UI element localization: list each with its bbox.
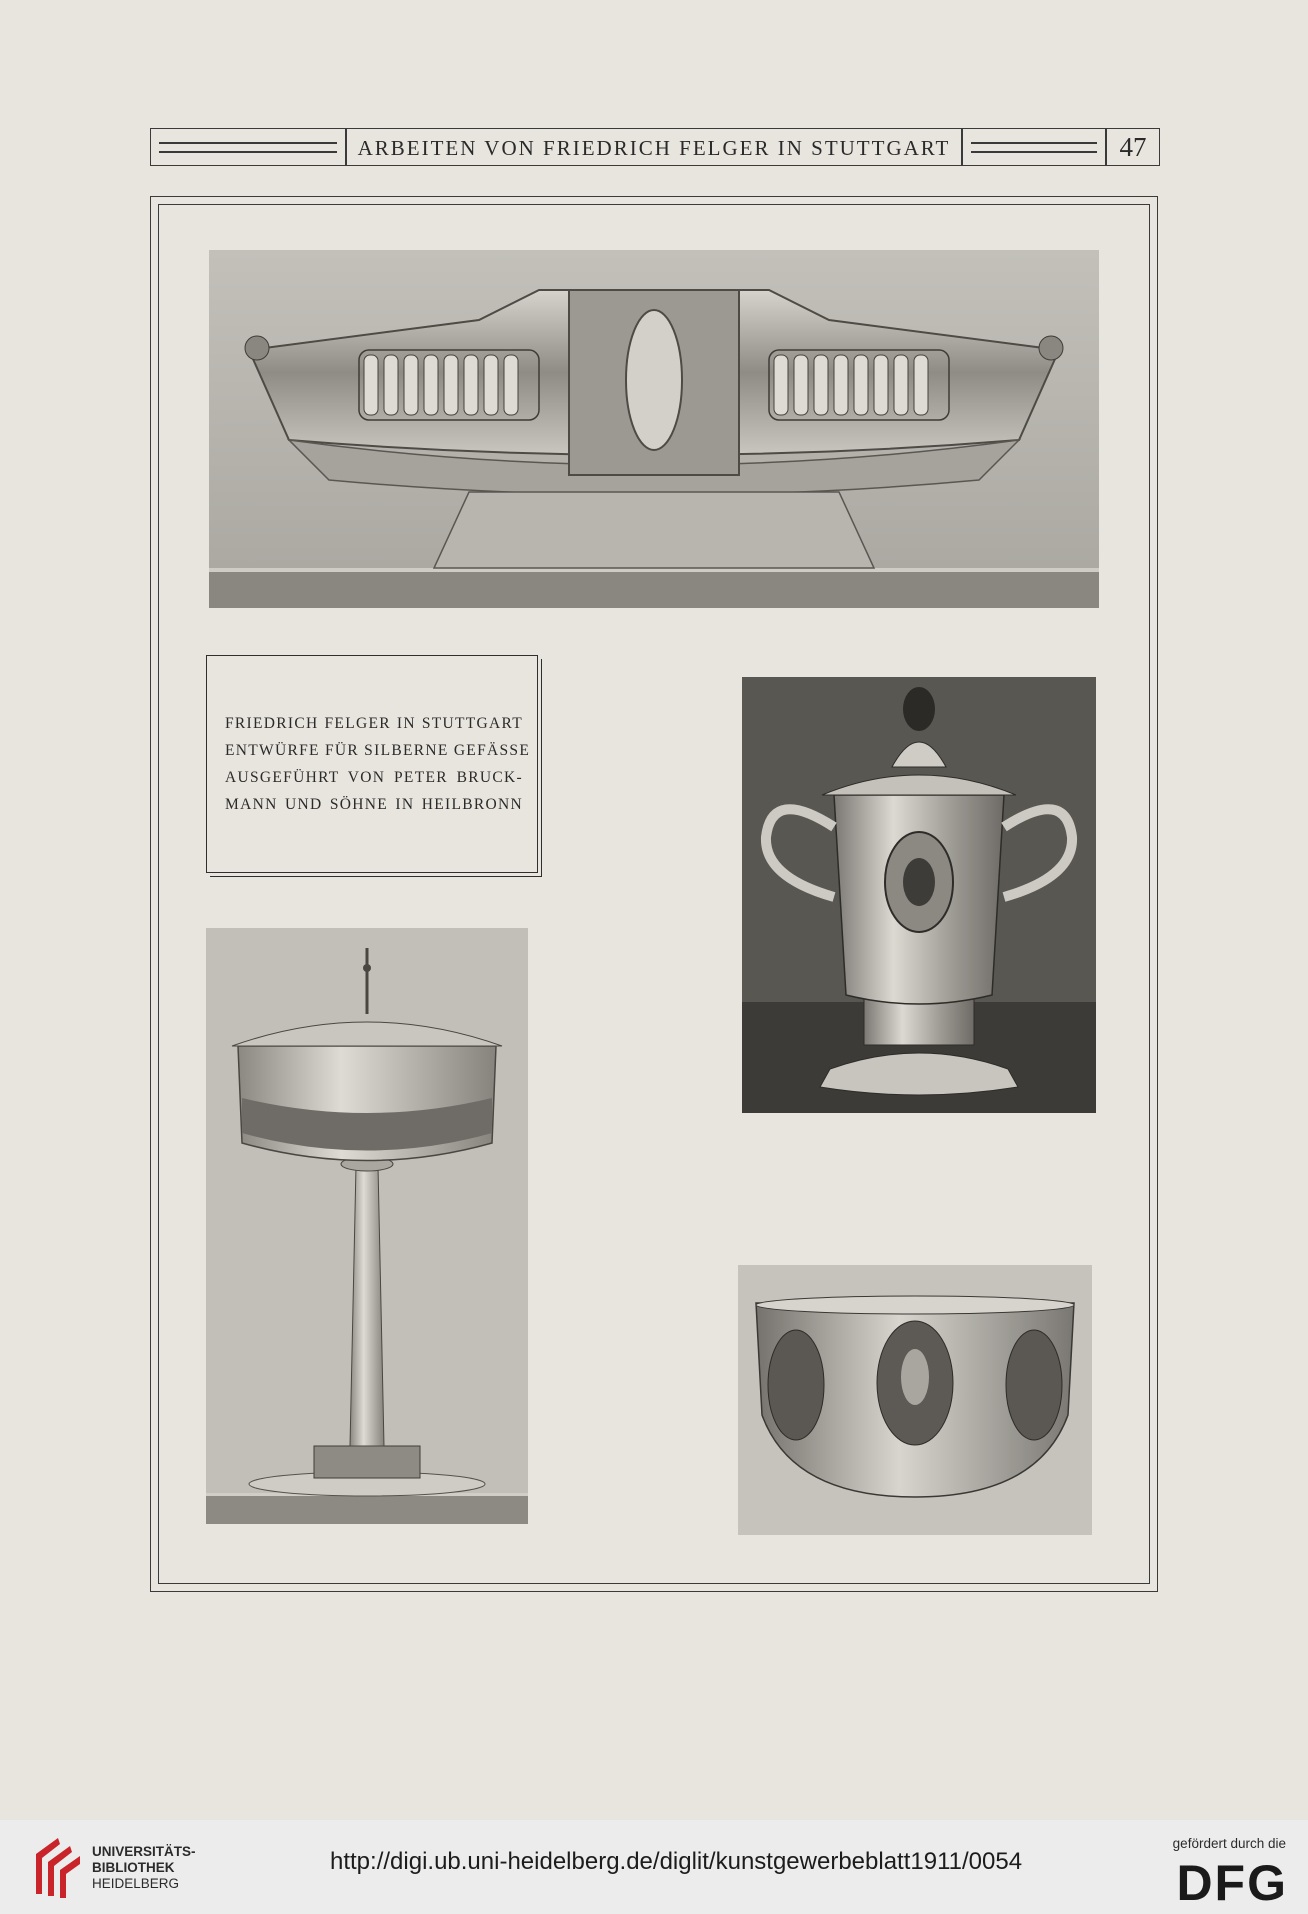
library-name: [92, 1844, 196, 1892]
caption-line: ENTWÜRFE FÜR SILBERNE GEFÄSSE: [225, 742, 531, 759]
dfg-logo: DFG: [1176, 1855, 1288, 1911]
photo-lidded-urn: [742, 677, 1096, 1113]
running-header: [150, 128, 1160, 168]
page-number: 47: [1119, 132, 1147, 162]
library-name-line: UNIVERSITÄTS-: [92, 1844, 196, 1859]
digitization-footer: [0, 1820, 1308, 1914]
caption-box: [206, 655, 538, 873]
university-library-logo-icon: [30, 1834, 84, 1900]
caption-line: MANN UND SÖHNE IN HEILBRONN: [225, 796, 523, 813]
header-title-box: [346, 128, 962, 166]
page-number-box: [1106, 128, 1160, 166]
library-name-line: BIBLIOTHEK: [92, 1860, 175, 1875]
header-title: ARBEITEN VON FRIEDRICH FELGER IN STUTTGART: [357, 136, 951, 160]
library-name-line: HEIDELBERG: [92, 1876, 180, 1891]
photo-silver-basket: [209, 250, 1099, 608]
caption-line: AUSGEFÜHRT VON PETER BRUCK-: [225, 769, 523, 786]
funding-label: gefördert durch die: [1172, 1836, 1286, 1851]
header-rule-left: [150, 128, 346, 166]
photo-embossed-bowl: [738, 1265, 1092, 1535]
header-rule-right: [962, 128, 1106, 166]
caption-line: FRIEDRICH FELGER IN STUTTGART: [225, 715, 523, 732]
photo-standing-bowl: [206, 928, 528, 1524]
permalink-url[interactable]: http://digi.ub.uni-heidelberg.de/diglit/kunstgewerbeblatt1911/0054: [330, 1848, 1023, 1875]
caption-text: [225, 710, 531, 818]
